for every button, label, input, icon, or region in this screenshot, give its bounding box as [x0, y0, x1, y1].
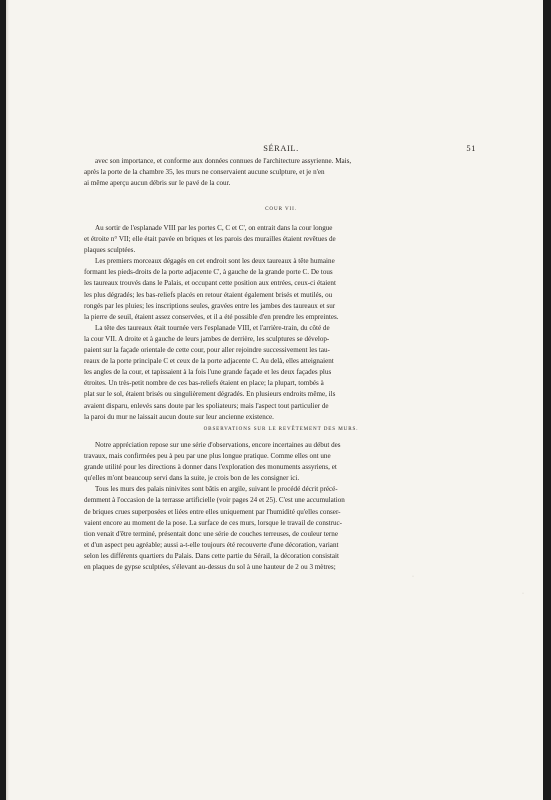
text-line: les angles de la cour, et tapissaient à la fois l'une grande façade et les deux façades plus [84, 368, 332, 377]
text-line: en plaques de gypse sculptées, s'élevant au-dessus du sol à une hauteur de 2 ou 3 mètres; [84, 563, 336, 572]
intro-paragraph [84, 156, 478, 189]
text-line: les plus dégradés; les bas-reliefs placés en retour étaient également brisés et mutilés, ou [84, 290, 333, 299]
text-line: Notre appréciation repose sur une série d'observations, encore incertaines au début des [95, 441, 341, 449]
text-line: plaques sculptées. [84, 246, 136, 255]
text-line: après la porte de la chambre 35, les murs ne conservaient aucune sculpture, et je n'en [84, 168, 325, 177]
paper-speck: · [412, 574, 414, 580]
section-heading-cour-vii: COUR VII. [265, 206, 297, 212]
text-line: vaient encore au moment de la pose. La surface de ces murs, lorsque le travail de construc- [84, 518, 343, 527]
text-line: avec son importance, et conforme aux données connues de l'architecture assyrienne. Mais, [95, 157, 352, 165]
text-line: la cour VII. A droite et à gauche de leurs jambes de derrière, les sculptures se dévelop- [84, 334, 330, 343]
text-line: et étroite n° VII; elle était pavée en briques et les parois des murailles étaient revêtues de [84, 235, 336, 244]
text-line: de briques crues superposées et liées entre elles uniquement par l'humidité qu'elles conser- [84, 507, 341, 516]
section-observations-body [84, 440, 478, 573]
text-line: les taureaux trouvés dans le Palais, et occupant cette position aux entrées, ceux-ci étaient [84, 279, 336, 288]
text-line: La tête des taureaux était tournée vers l'esplanade VIII, et l'arrière-train, du côté de [95, 323, 330, 332]
text-line: plat sur le sol, étaient brisés ou singulièrement dégradés. En plusieurs endroits même, ils [84, 390, 336, 399]
section-cour-vii-body [84, 223, 478, 423]
page-fold-shadow [6, 0, 9, 800]
text-line: demment à l'occasion de la terrasse artificielle (voir pages 24 et 25). C'est une accumulation [84, 496, 345, 505]
text-line: et d'un aspect peu agréable; aussi a-t-elle toujours été recouverte d'une décoration, variant [84, 540, 339, 549]
text-line: la pierre de seuil, étaient assez conservées, et il a été possible d'en prendre les empreintes. [84, 312, 339, 321]
text-line: Les premiers morceaux dégagés en cet endroit sont les deux taureaux à tête humaine [95, 257, 335, 266]
text-line: qu'elles m'ont beaucoup servi dans la suite, je crois bon de les consigner ici. [84, 474, 300, 483]
paper-speck: · [522, 591, 524, 597]
page-number: 51 [466, 144, 476, 153]
text-line: étroites. Un très-petit nombre de ces bas-reliefs étaient en place; la plupart, tombés à [84, 379, 324, 388]
running-title: SÉRAIL. [263, 144, 299, 153]
section-heading-observations: OBSERVATIONS SUR LE REVÊTEMENT DES MURS. [203, 426, 359, 432]
text-line: Tous les murs des palais ninivites sont bâtis en argile, suivant le procédé décrit précé- [95, 485, 338, 494]
running-header [84, 144, 478, 156]
text-line: la paroi du mur ne laissait aucun doute sur leur ancienne existence. [84, 412, 274, 421]
text-line: paient sur la façade orientale de cette cour, pour aller rejoindre successivement les tau- [84, 346, 330, 355]
text-line: rongés par les pluies; les inscriptions seules, gravées entre les jambes des taureaux et sur [84, 301, 336, 310]
text-line: Au sortir de l'esplanade VIII par les portes C, C et C', on entrait dans la cour longue [95, 224, 333, 232]
text-line: tion venait d'être terminé, présentait donc une série de couches terreuses, de couleur terne [84, 529, 338, 538]
text-line: grande utilité pour les directions à donner dans l'exploration des monuments assyriens, et [84, 463, 337, 472]
text-line: formant les pieds-droits de la porte adjacente C', à gauche de la grande porte C. De tous [84, 268, 333, 277]
text-line: selon les différents quartiers du Palais. Dans cette partie du Sérail, la décoration consistait [84, 551, 339, 560]
text-line: travaux, mais confirmées peu à peu par une plus longue pratique. Comme elles ont une [84, 452, 331, 461]
text-line: ai même aperçu aucun débris sur le pavé de la cour. [84, 179, 231, 188]
text-line: reaux de la porte principale C et ceux de la porte adjacente C. Au delà, elles atteignaient [84, 357, 334, 366]
text-line: avaient disparu, enlevés sans doute par les spoliateurs; mais l'aspect tout particulier de [84, 401, 329, 410]
